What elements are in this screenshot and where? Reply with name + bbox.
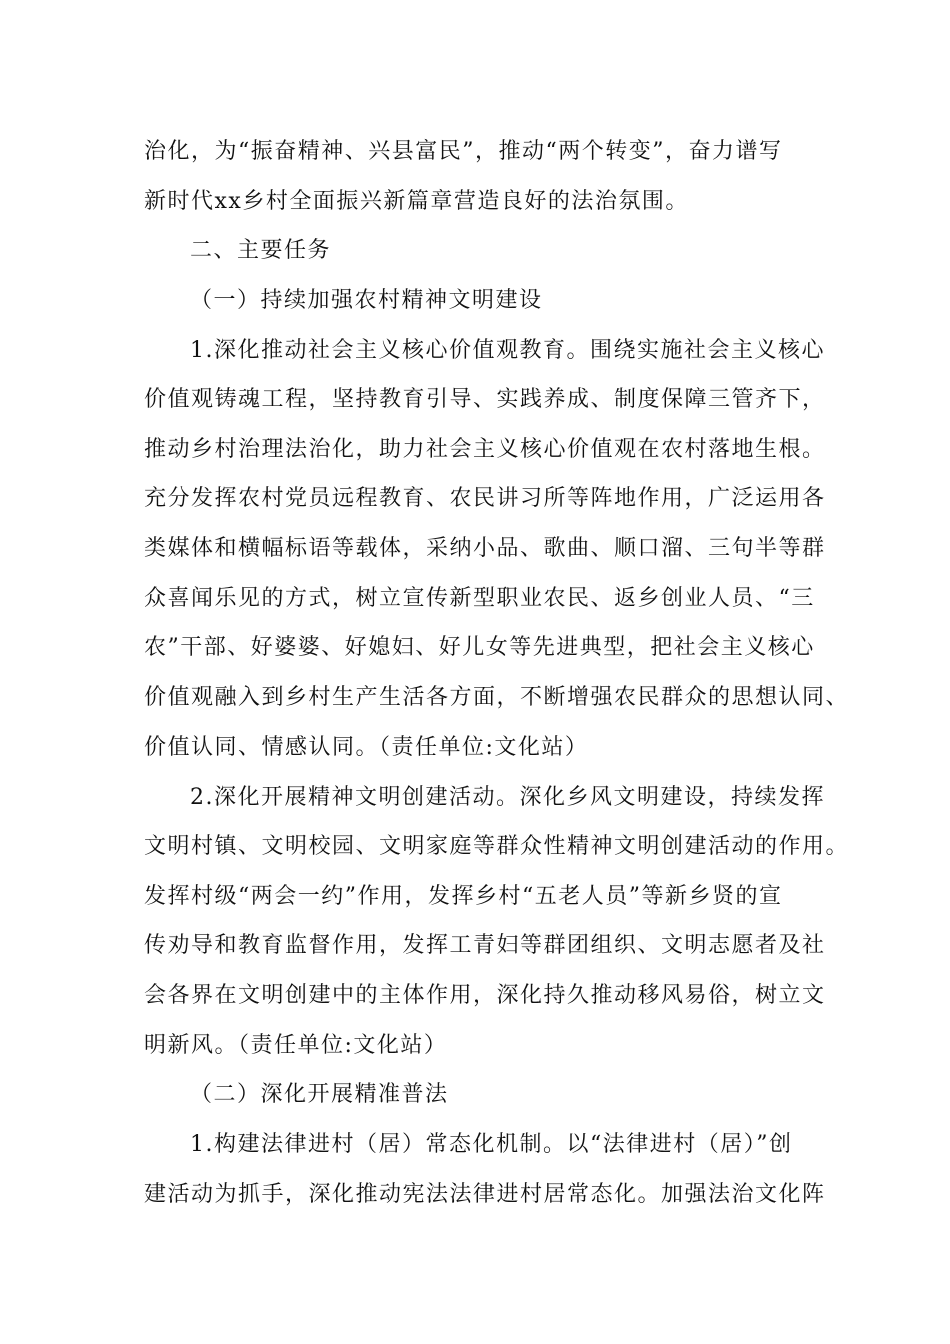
text-line: 1.构建法律进村（居）常态化机制。以“法律进村（居）”创 <box>190 1132 793 1157</box>
subsection-heading: （一）持续加强农村精神文明建设 <box>190 288 543 313</box>
section-heading: 二、主要任务 <box>190 238 332 263</box>
text-line: 治化，为“振奋精神、兴县富民”，推动“两个转变”，奋力谱写 <box>144 139 783 164</box>
text-line: 农”干部、好婆婆、好媳妇、好儿女等先进典型，把社会主义核心 <box>144 635 815 660</box>
text-line: 价值认同、情感认同。（责任单位:文化站） <box>144 735 589 760</box>
text-line: 明新风。（责任单位:文化站） <box>144 1033 448 1058</box>
text-line: 类媒体和横幅标语等载体，采纳小品、歌曲、顺口溜、三句半等群 <box>144 536 826 561</box>
text-line: 众喜闻乐见的方式，树立宣传新型职业农民、返乡创业人员、“三 <box>144 586 815 611</box>
text-line: 发挥村级“两会一约”作用，发挥乡村“五老人员”等新乡贤的宣 <box>144 884 783 909</box>
text-line: 价值观铸魂工程，坚持教育引导、实践养成、制度保障三管齐下， <box>144 387 826 412</box>
text-line: 新时代xx乡村全面振兴新篇章营造良好的法治氛围。 <box>144 189 689 214</box>
text-line: 充分发挥农村党员远程教育、农民讲习所等阵地作用，广泛运用各 <box>144 486 826 511</box>
text-line: 推动乡村治理法治化，助力社会主义核心价值观在农村落地生根。 <box>144 437 826 462</box>
text-line: 文明村镇、文明校园、文明家庭等群众性精神文明创建活动的作用。 <box>144 834 850 859</box>
text-line: 传劝导和教育监督作用，发挥工青妇等群团组织、文明志愿者及社 <box>144 933 826 958</box>
text-line: 会各界在文明创建中的主体作用，深化持久推动移风易俗，树立文 <box>144 983 826 1008</box>
text-line: 价值观融入到乡村生产生活各方面，不断增强农民群众的思想认同、 <box>144 685 850 710</box>
subsection-heading: （二）深化开展精准普法 <box>190 1082 449 1107</box>
text-line: 建活动为抓手，深化推动宪法法律进村居常态化。加强法治文化阵 <box>144 1182 826 1207</box>
text-line: 1.深化推动社会主义核心价值观教育。围绕实施社会主义核心 <box>190 338 825 363</box>
text-line: 2.深化开展精神文明创建活动。深化乡风文明建设，持续发挥 <box>190 785 825 810</box>
